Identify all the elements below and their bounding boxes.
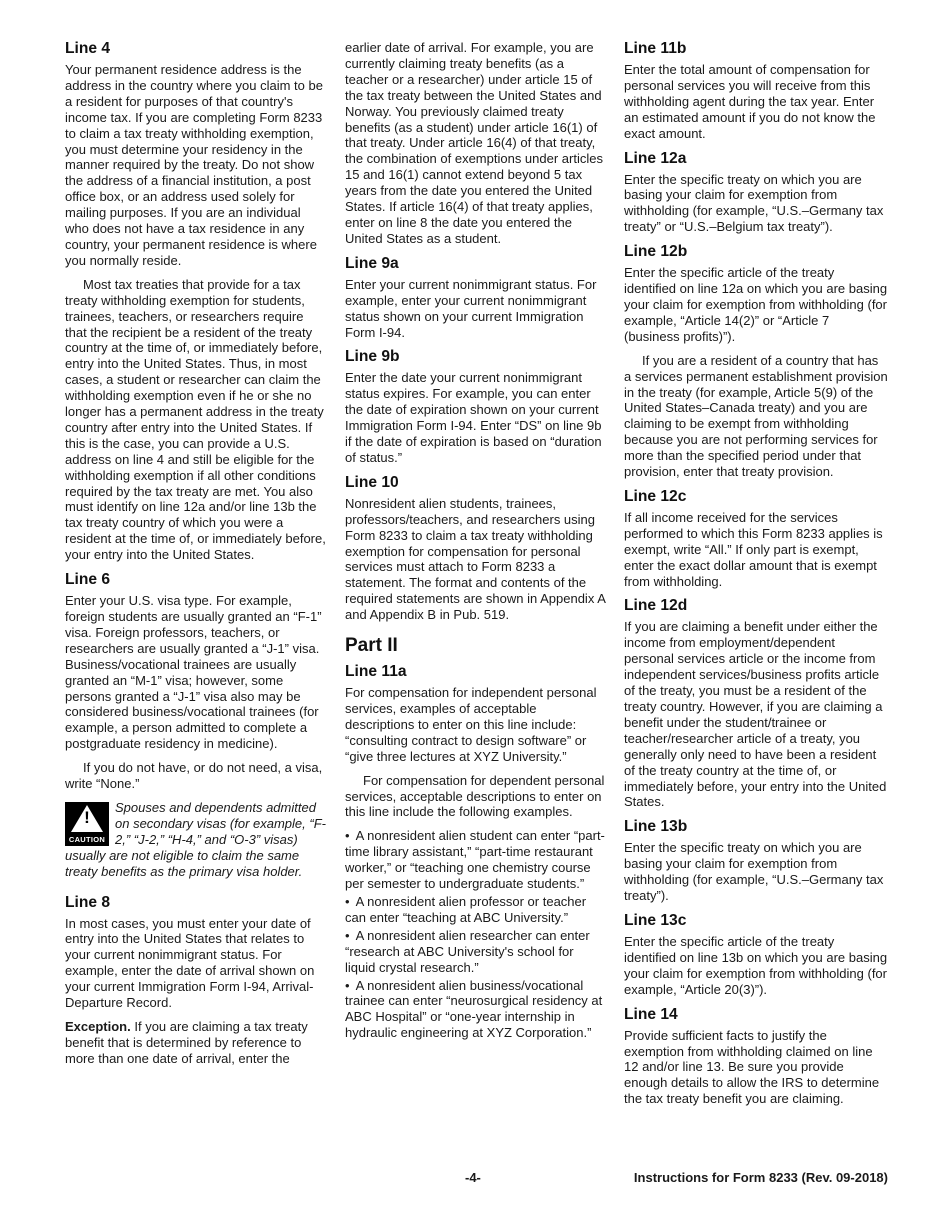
section-line-6 <box>65 571 327 879</box>
paragraph: Enter the specific article of the treaty identified on line 13b on which you are basing your claim for exemption from withholding (for example, “Article 20(3)”). <box>624 933 888 997</box>
example-list <box>345 828 607 1041</box>
paragraph: Enter the specific treaty on which you are basing your claim for exemption from withholding (for example, “U.S.–Germany tax treaty”). <box>624 840 884 904</box>
paragraph: For compensation for dependent personal services, acceptable descriptions to enter on this line include the following examples. <box>345 772 605 820</box>
heading-line-12d: Line 12d <box>624 597 688 615</box>
paragraph: Enter the specific treaty on which you are basing your claim for exemption from withholding (for example, “U.S.–Germany tax treaty” or “U.S.–Belgium tax treaty”). <box>624 171 884 235</box>
heading-line-11b: Line 11b <box>624 40 687 57</box>
exception-text: If you are claiming a tax treaty benefit that is determined by reference to more than one date of arrival, enter the <box>65 1018 308 1066</box>
caution-text: Spouses and dependents admitted on secondary visas (for example, “F-2,” “J-2,” “H-4,” and “O-3” visas) usually are not eligible to claim the same treaty benefits as the primary visa holder. <box>65 799 326 879</box>
heading-line-14: Line 14 <box>624 1005 678 1023</box>
caution-note <box>65 800 327 880</box>
list-item: • A nonresident alien student can enter “part-time library assistant,” “part-time restaurant worker,” or “teaching one chemistry course per semester to undergraduate students.” <box>345 828 605 892</box>
section-line-9a <box>345 255 607 341</box>
heading-line-12c: Line 12c <box>624 487 687 505</box>
document-title: Instructions for Form 8233 (Rev. 09-2018) <box>633 1170 888 1185</box>
page-number: -4- <box>465 1170 481 1185</box>
paragraph: Provide sufficient facts to justify the exemption from withholding claimed on line 12 and/or line 13. Be sure you provide enough details to allow the IRS to determine the tax treaty benefit you are claiming. <box>624 1027 880 1107</box>
section-line-10 <box>345 474 607 623</box>
paragraph: Your permanent residence address is the address in the country where you claim to be a resident for purposes of that country's income tax. If you are completing Form 8233 to claim a tax treaty withholding exemption, you must determine your residency in the manner required by the treaty. Do not show the address of a financial institution, a post office box, or an address used solely for mailing purposes. If you are an individual who does not have a tax residence in any country, your permanent residence is where you normally reside. <box>65 62 323 268</box>
section-line-12c <box>624 488 888 590</box>
list-item: • A nonresident alien researcher can enter “research at ABC University's school for liquid crystal research.” <box>345 927 590 975</box>
paragraph: Most tax treaties that provide for a tax treaty withholding exemption for students, trainees, teachers, or researchers require that the recipient be a resident of the treaty country at the time of, or immediately before, entry into the United States. Thus, in most cases, a student or researcher can claim the withholding exemption even if he or she no longer has a permanent address in the treaty country after entry into the United States. If this is the case, you can provide a U.S. address on line 4 and still be eligible for the withholding exemption if all other conditions required by the tax treaty are met. You also must identify on line 12a and/or line 13b the tax treaty country of which you were a resident at the time of, or immediately before, your entry into the United States. <box>65 276 326 563</box>
section-line-9b <box>345 348 607 465</box>
paragraph-exception <box>65 1019 327 1067</box>
page-footer <box>65 1170 888 1188</box>
caution-label: CAUTION <box>68 834 106 844</box>
paragraph-continued: earlier date of arrival. For example, you are currently claiming treaty benefits (as a teacher or a researcher) under article 15 of the tax treaty between the United States and Norway. You previously claimed treaty benefits (as a student) under article 16(1) of that treaty. Under article 16(4) of that treaty, the combination of exemptions under articles 15 and 16(1) cannot extend beyond 5 tax years from the date you entered the United States. If article 16(4) of that treaty applies, enter on line 8 the date you entered the United States as a student. <box>345 40 603 246</box>
heading-line-9b: Line 9b <box>345 348 400 366</box>
heading-line-13b: Line 13b <box>624 818 688 836</box>
paragraph: If you do not have, or do not need, a visa, write “None.” <box>65 760 323 792</box>
section-line-8 <box>65 894 327 1067</box>
section-line-12d <box>624 597 888 810</box>
heading-line-11a: Line 11a <box>345 663 407 681</box>
paragraph: Enter the total amount of compensation for personal services you will receive from this withholding agent during the tax year. Enter an estimated amount if you do not know the exact amount. <box>624 62 876 141</box>
section-line-13c <box>624 912 888 998</box>
section-line-13b <box>624 818 888 904</box>
paragraph: Enter the specific article of the treaty identified on line 12a on which you are basing your claim for exemption from withholding (for example, “Article 14(2)” or “Article 7 (business profits)”). <box>624 265 888 344</box>
exception-label: Exception. <box>65 1018 131 1034</box>
paragraph: Enter your U.S. visa type. For example, foreign students are usually granted an “F-1” visa. Foreign professors, teachers, or researchers are usually granted a “J-1” visa. Business/vocational trainees are usually granted an “M-1” visa; however, some persons granted a “J-1” visa also may be considered business/vocational trainees (for example, a person admitted to complete a postgraduate residency in medicine). <box>65 593 322 752</box>
paragraph: If you are a resident of a country that has a services permanent establishment provision in the treaty (for example, Article 5(9) of the United States–Canada treaty) and you are claiming to be exempt from withholding because you are not performing services for more than the specified period under that provision, enter that treaty provision. <box>624 352 888 480</box>
caution-icon: ! CAUTION <box>65 802 109 846</box>
section-line-11a <box>345 663 607 1041</box>
column-middle <box>345 40 607 1047</box>
section-line-12a <box>624 150 888 236</box>
heading-part-ii: Part II <box>345 635 398 657</box>
column-right <box>624 40 888 1115</box>
paragraph: In most cases, you must enter your date of entry into the United States that relates to your current nonimmigrant status. For example, enter the date of arrival shown on your current Immigration Form I-94, Arrival-Departure Record. <box>65 915 315 1011</box>
section-line-12b <box>624 243 888 480</box>
heading-line-12b: Line 12b <box>624 243 688 261</box>
heading-line-12a: Line 12a <box>624 149 687 167</box>
paragraph: For compensation for independent personal services, examples of acceptable descriptions to enter on this line include: “consulting contract to design software” or “give three lectures at XYZ University.” <box>345 685 597 764</box>
list-item: • A nonresident alien professor or teacher can enter “teaching at ABC University.” <box>345 893 587 925</box>
heading-line-10: Line 10 <box>345 473 399 491</box>
heading-line-8: Line 8 <box>65 893 111 911</box>
column-left <box>65 40 327 1075</box>
section-line-14 <box>624 1006 888 1108</box>
heading-line-9a: Line 9a <box>345 254 399 272</box>
heading-line-13c: Line 13c <box>624 911 687 929</box>
list-item: • A nonresident alien business/vocational trainee can enter “neurosurgical residency at ABC Hospital” or “one-year internship in hydraulic engineering at XYZ Corporation.” <box>345 977 603 1041</box>
paragraph: If you are claiming a benefit under either the income from employment/dependent personal services article or the income from independent services/business profits article of the treaty, you must be a resident of the treaty country. However, if you are claiming a benefit under the student/trainee or teacher/researcher article of a treaty, you generally only need to have been a resident of the treaty country at the time of, or immediately before, your entry into the United States. <box>624 619 887 810</box>
section-line-4 <box>65 40 327 563</box>
paragraph: If all income received for the services performed to which this Form 8233 applies is exempt, write “All.” If only part is exempt, enter the exact dollar amount that is exempt from withholding. <box>624 509 883 589</box>
heading-line-4: Line 4 <box>65 40 111 57</box>
section-line-11b <box>624 40 888 142</box>
paragraph: Enter your current nonimmigrant status. For example, enter your current nonimmigrant status shown on your current Immigration Form I-94. <box>345 276 597 340</box>
paragraph: Enter the date your current nonimmigrant status expires. For example, you can enter the date of expiration shown on your current Immigration Form I-94. Enter “DS” on line 9b if the date of expiration is based on “duration of status.” <box>345 370 602 465</box>
paragraph: Nonresident alien students, trainees, professors/teachers, and researchers using Form 8233 to claim a tax treaty withholding exemption for compensation for personal services must attach to Form 8233 a statement. The format and contents of the required statements are shown in Appendix A and Appendix B in Pub. 519. <box>345 495 606 623</box>
heading-line-6: Line 6 <box>65 571 111 589</box>
